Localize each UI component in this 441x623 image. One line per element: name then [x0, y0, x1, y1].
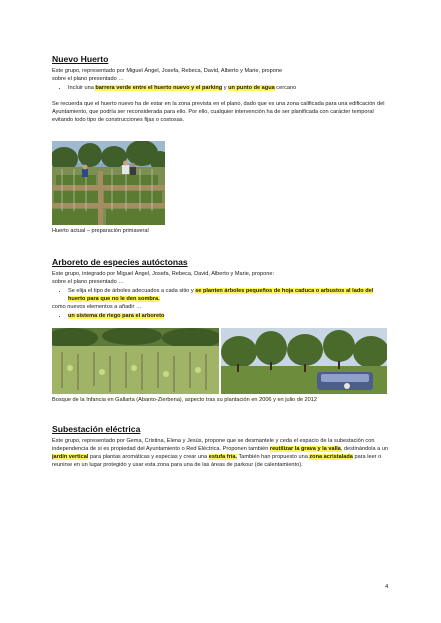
s1-intro-line1: Este grupo, representado por Miguel Ángel, Josefa, Rebeca, David, Alberto y Marie, propone — [52, 68, 283, 74]
s1-paragraph: Se recuerda que el huerto nuevo ha de estar en la zona prevista en el plano, dado que es una zona calificada para una edificación del Ayuntamiento, que podría ser reconsiderada para ello. Por ello, cualquier intervención ha de ser planificada con carácter temporal evitando todo tipo de construcciones fijas o costosas. — [52, 101, 385, 124]
s2-highlight-riego: un sistema de riego para el arboreto — [68, 313, 165, 320]
s1-bullet — [68, 84, 390, 92]
s3-text-2: , destinándola a un — [340, 446, 389, 453]
s1-intro — [52, 67, 390, 83]
s1-bullet-post: cercano — [274, 85, 297, 92]
section-title-subestacion: Subestación eléctrica — [52, 424, 141, 435]
page-number: 4 — [385, 584, 389, 590]
s1-figure — [52, 141, 390, 235]
s1-bullet-list — [52, 84, 390, 92]
s1-highlight-barrera: barrera verde entre el huerto nuevo y el parking — [95, 85, 223, 92]
s3-highlight-zona: zona acristalada — [309, 454, 353, 461]
s3-text-3: para plantas aromáticas y especias y crear una — [88, 454, 209, 461]
bosque-photo-2006 — [52, 328, 219, 394]
s2-intro-line2: sobre el plano presentado … — [52, 278, 124, 285]
s2-figure — [52, 328, 390, 394]
s2-caption: Bosque de la Infancia en Gallarta (Abanto-Zierbena), aspecto tras su plantación en 2006 y en julio de 2012 — [52, 397, 317, 404]
bosque-photo-2012 — [221, 328, 387, 394]
s2-bullet-1-pre: Se elija el tipo de árboles adecuados a cada sitio y — [68, 287, 196, 294]
s2-bullet-2 — [68, 312, 390, 320]
s3-highlight-estufa: estufa fría. — [208, 454, 238, 461]
page-content — [52, 54, 390, 470]
huerto-photo — [52, 141, 165, 225]
s2-highlight-arboles: se planten árboles pequeños de hoja caduca o arbustos al lado del huerto para que no le den sombra. — [68, 287, 374, 302]
s3-text-1: Este grupo, representado por Gema, Cristina, Elena y Jesús, propone que se desmantele y ceda el espacio de la subestación con independencia de si es propiedad del Ayuntamiento o Red Eléctrica. Proponen también — [52, 438, 375, 453]
s1-bullet-pre: Incluir una — [68, 85, 96, 92]
s1-caption: Huerto actual – preparación primaveral — [52, 227, 149, 234]
s2-bullet-1 — [68, 287, 390, 303]
s3-highlight-grava: reutilizar la grava y la valla — [269, 446, 341, 453]
s3-highlight-jardin: jardín vertical — [52, 454, 89, 461]
section-title-arboreto: Arboreto de especies autóctonas — [52, 256, 188, 267]
s3-text-5: para leer o reunirse en un lugar protegido y usar esta zona para una de las áreas de parkour (de calentamiento). — [52, 454, 382, 469]
s2-intro — [52, 270, 390, 286]
section-title-nuevo-huerto: Nuevo Huerto — [52, 54, 109, 64]
s2-new-elements: como nuevos elementos a añadir … — [52, 303, 142, 310]
s3-text-4: También han propuesto una — [237, 454, 310, 461]
s2-intro-line1: Este grupo, integrado por Miguel Ángel, Josefa, Rebeca, David, Alberto y Marie, propone: — [52, 270, 275, 277]
s2-bullet-list-1 — [52, 287, 390, 303]
s1-bullet-mid: y — [222, 85, 229, 92]
s3-paragraph — [52, 437, 390, 469]
s1-highlight-agua: un punto de agua — [228, 85, 275, 92]
s1-intro-line2: sobre el plano presentado … — [52, 76, 124, 83]
s2-bullet-list-2 — [52, 312, 390, 320]
